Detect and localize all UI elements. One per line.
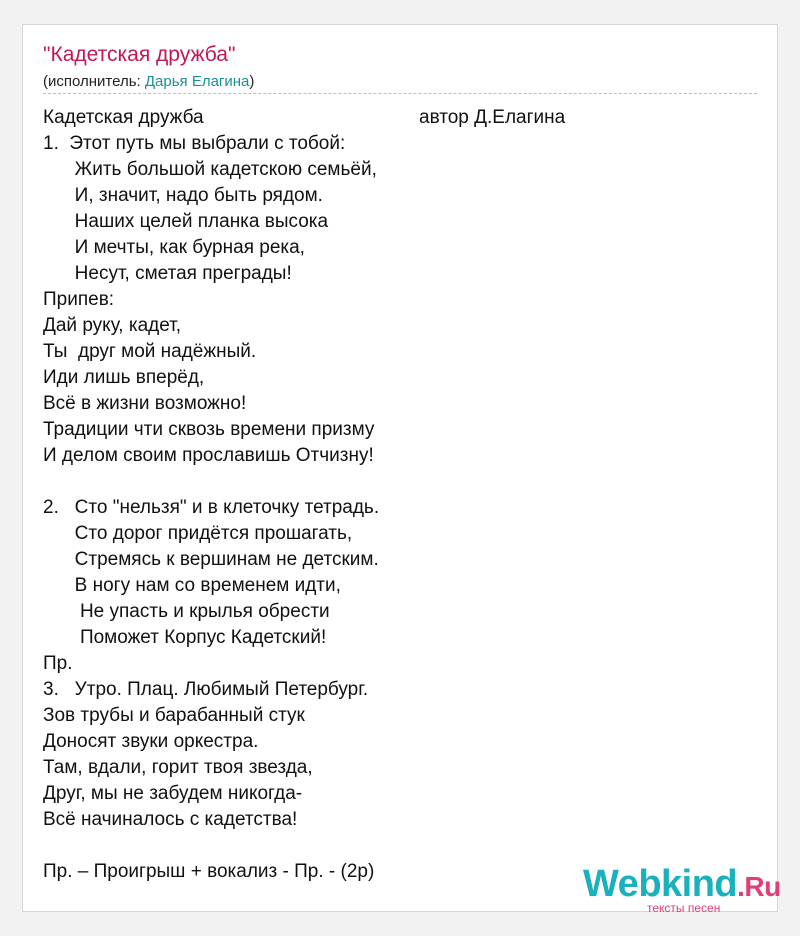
lyric-line: Пр. — [43, 653, 73, 674]
lyric-line: Традиции чти сквозь времени призму — [43, 419, 375, 440]
author-note: автор Д.Елагина — [419, 107, 566, 128]
lyric-line: Там, вдали, горит твоя звезда, — [43, 757, 313, 778]
artist-line — [43, 73, 254, 90]
lyric-line: 3. Утро. Плац. Любимый Петербург. — [43, 679, 369, 700]
lyric-line: Ты друг мой надёжный. — [43, 341, 257, 362]
lyric-line — [43, 833, 423, 859]
lyric-line: И делом своим прославишь Отчизну! — [43, 445, 374, 466]
artist-suffix: ) — [249, 73, 255, 90]
song-title: "Кадетская дружба" — [43, 43, 236, 66]
lyric-line: Поможет Корпус Кадетский! — [43, 627, 327, 648]
lyric-line: Всё начиналось с кадетства! — [43, 809, 298, 830]
lyric-line: Зов трубы и барабанный стук — [43, 705, 305, 726]
artist-link[interactable]: Дарья Елагина — [144, 73, 250, 90]
lyric-line: Дай руку, кадет, — [43, 315, 182, 336]
lyrics-block — [43, 105, 423, 885]
lyric-line: Припев: — [43, 289, 115, 310]
lyric-line: Наших целей планка высока — [43, 211, 329, 232]
lyric-line: Всё в жизни возможно! — [43, 393, 247, 414]
lyric-line: Сто дорог придётся прошагать, — [43, 523, 353, 544]
lyric-line: Иди лишь вперёд, — [43, 367, 205, 388]
lyric-line: 2. Сто "нельзя" и в клеточку тетрадь. — [43, 497, 380, 518]
lyric-line: И, значит, надо быть рядом. — [43, 185, 323, 206]
lyric-line: Жить большой кадетскою семьёй, — [43, 159, 377, 180]
logo-main-text: Webkind — [583, 863, 738, 905]
lyric-line: Несут, сметая преграды! — [43, 263, 292, 284]
lyric-line: 1. Этот путь мы выбрали с тобой: — [43, 133, 346, 154]
lyric-line: Пр. – Проигрыш + вокализ - Пр. - (2р) — [43, 861, 375, 882]
lyric-line: Доносят звуки оркестра. — [43, 731, 259, 752]
dashed-divider — [43, 93, 757, 94]
song-card — [22, 24, 781, 915]
lyric-line: В ногу нам со временем идти, — [43, 575, 341, 596]
lyric-line: Не упасть и крылья обрести — [43, 601, 330, 622]
logo-tagline: тексты песен — [647, 901, 721, 915]
site-logo[interactable] — [583, 863, 783, 913]
lyric-line: Друг, мы не забудем никогда- — [43, 783, 303, 804]
logo-tld-text: .Ru — [737, 871, 781, 902]
lyric-line: Стремясь к вершинам не детским. — [43, 549, 379, 570]
artist-prefix: (исполнитель: — [43, 73, 145, 90]
logo-wordmark — [583, 863, 781, 906]
lyric-line — [43, 469, 423, 495]
lyric-line: И мечты, как бурная река, — [43, 237, 305, 258]
lyric-line: Кадетская дружба — [43, 107, 204, 128]
